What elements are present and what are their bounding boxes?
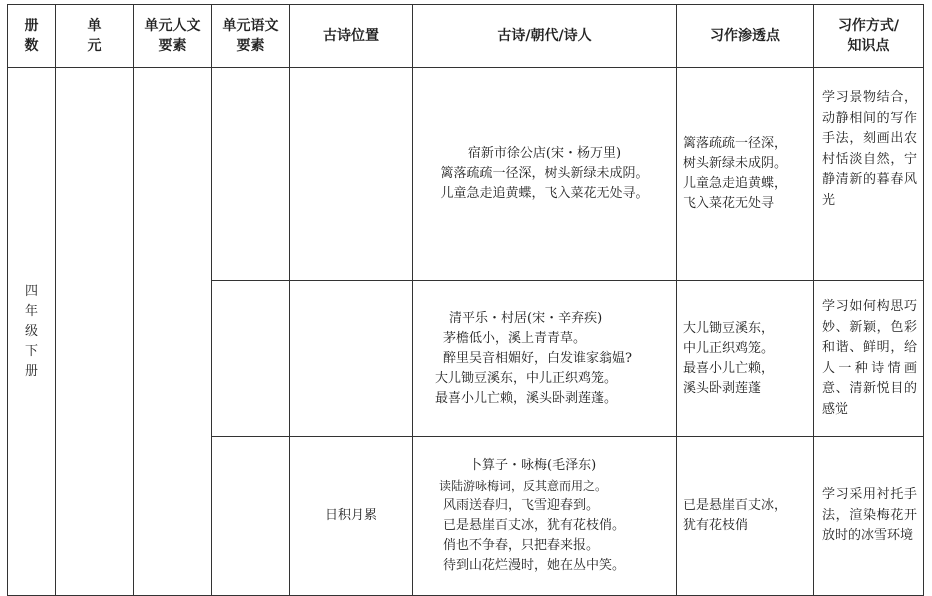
position-cell <box>290 68 413 281</box>
volume-cell <box>8 68 56 596</box>
header-humanistic-line: 单元人文 <box>144 18 201 34</box>
penetration-line: 儿童急走追黄蝶， <box>683 176 788 191</box>
volume-label-char: 下 <box>24 343 38 359</box>
penetration-line: 篱落疏疏一径深， <box>683 136 788 151</box>
poem-title: 宿新市徐公店(宋・杨万里) <box>467 146 622 161</box>
language-cell <box>212 281 290 437</box>
penetration-line: 已是悬崖百丈冰， <box>683 498 788 513</box>
poem-cell <box>413 281 677 437</box>
header-unit-char: 单 <box>87 18 102 34</box>
volume-label-char: 级 <box>24 323 38 339</box>
poem-line: 待到山花烂漫时，她在丛中笑。 <box>443 558 626 573</box>
humanistic-cell <box>134 68 212 596</box>
language-cell <box>212 68 290 281</box>
position-cell: 日积月累 <box>290 437 413 596</box>
header-language <box>212 5 290 68</box>
poem-line: 儿童急走追黄蝶，飞入菜花无处寻。 <box>440 186 649 201</box>
language-cell <box>212 437 290 596</box>
method-cell: 学习如何构思巧妙、新颖，色彩和谐、鲜明，给人一种诗情画意、清新悦目的感觉 <box>814 281 924 437</box>
poem-line: 俏也不争春，只把春来报。 <box>443 538 600 553</box>
poem-line: 最喜小儿亡赖，溪头卧剥莲蓬。 <box>435 390 618 406</box>
header-unit <box>56 5 134 68</box>
poem-line: 醉里吴音相媚好，白发谁家翁媪? <box>443 350 632 366</box>
header-volume <box>8 5 56 68</box>
penetration-line: 飞入菜花无处寻 <box>683 196 775 211</box>
poem-cell <box>413 68 677 281</box>
volume-label-char: 年 <box>24 303 38 319</box>
poem-line: 已是悬崖百丈冰，犹有花枝俏。 <box>443 518 626 533</box>
poem-preface: 读陆游咏梅词，反其意而用之。 <box>439 479 608 493</box>
method-cell: 学习景物结合，动静相间的写作手法，刻画出农村恬淡自然，宁静清新的暮春风光 <box>814 68 924 281</box>
table-row <box>8 68 924 281</box>
volume-label-char: 册 <box>24 363 38 379</box>
header-row <box>8 5 924 68</box>
header-language-line: 单元语文 <box>222 18 279 34</box>
method-cell: 学习采用衬托手法，渲染梅花开放时的冰雪环境 <box>814 437 924 596</box>
penetration-line: 中儿正织鸡笼。 <box>683 340 775 356</box>
volume-label-char: 四 <box>24 283 38 299</box>
header-method <box>814 5 924 68</box>
header-position: 古诗位置 <box>290 5 413 68</box>
penetration-line: 树头新绿未成阴。 <box>683 156 788 171</box>
penetration-cell <box>677 68 814 281</box>
poem-title: 清平乐・村居(宋・辛弃疾) <box>449 310 603 326</box>
header-penetration: 习作渗透点 <box>677 5 814 68</box>
penetration-cell <box>677 281 814 437</box>
penetration-line: 最喜小儿亡赖， <box>683 360 775 376</box>
header-volume-char: 数 <box>24 38 39 54</box>
penetration-line: 大儿锄豆溪东， <box>683 320 775 336</box>
header-method-line: 习作方式/ <box>837 18 900 34</box>
header-language-line: 要素 <box>236 38 265 54</box>
header-humanistic-line: 要素 <box>158 38 187 54</box>
poem-line: 茅檐低小，溪上青青草。 <box>443 330 587 346</box>
penetration-line: 犹有花枝俏 <box>683 518 749 533</box>
volume-label <box>8 282 55 382</box>
penetration-line: 溪头卧剥莲蓬 <box>683 380 762 396</box>
poem-title: 卜算子・咏梅(毛泽东) <box>469 458 597 473</box>
penetration-cell <box>677 437 814 596</box>
header-method-line: 知识点 <box>847 38 890 54</box>
poem-line: 风雨送春归，飞雪迎春到。 <box>443 498 600 513</box>
poem-line: 大儿锄豆溪东，中儿正织鸡笼。 <box>435 370 618 386</box>
poetry-writing-table <box>7 4 924 596</box>
unit-cell <box>56 68 134 596</box>
poem-cell <box>413 437 677 596</box>
poem-line: 篱落疏疏一径深，树头新绿未成阴。 <box>440 166 649 181</box>
header-poem: 古诗/朝代/诗人 <box>413 5 677 68</box>
header-unit-char: 元 <box>87 38 102 54</box>
header-volume-char: 册 <box>24 18 39 34</box>
position-cell <box>290 281 413 437</box>
header-humanistic <box>134 5 212 68</box>
